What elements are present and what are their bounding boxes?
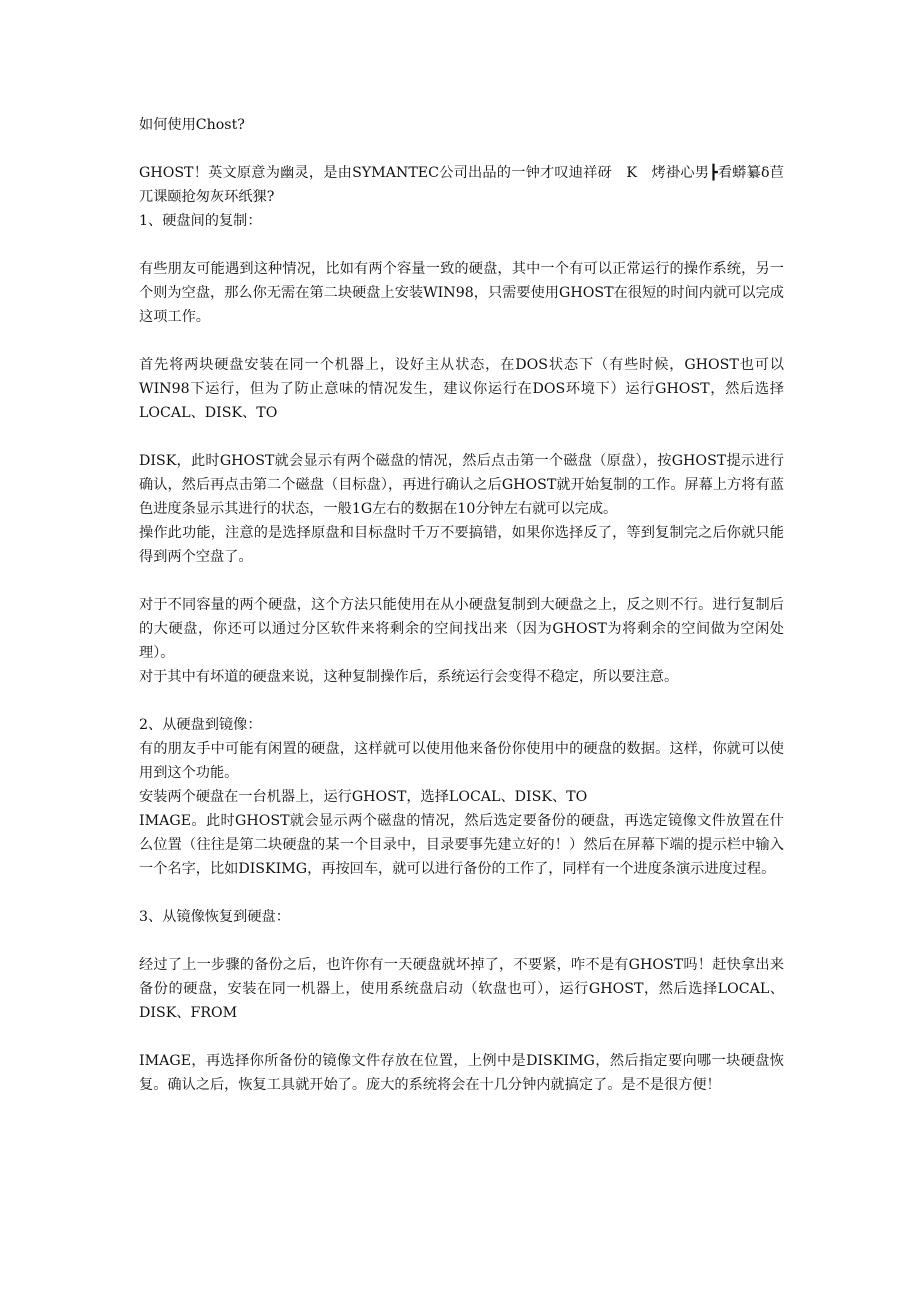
paragraph: IMAGE。此时GHOST就会显示两个磁盘的情况，然后选定要备份的硬盘，再选定镜像文件放置在什么位置（往往是第二块硬盘的某一个目录中，目录要事先建立好的！）然后在屏幕下端的提示栏中输入一个名字，比如DISKIMG，再按回车，就可以进行备份的工作了，同样有一个进度条演示进度过程。 [139, 813, 784, 877]
paragraph: 经过了上一步骤的备份之后，也许你有一天硬盘就坏掉了，不要紧，咋不是有GHOST吗！赶快拿出来备份的硬盘，安装在同一机器上，使用系统盘启动（软盘也可），运行GHOST，然后选择LOCAL、DISK、FROM [139, 957, 784, 1021]
paragraph: 操作此功能，注意的是选择原盘和目标盘时千万不要搞错，如果你选择反了，等到复制完之后你就只能得到两个空盘了。 [139, 525, 784, 565]
paragraph: GHOST！英文原意为幽灵，是由SYMANTEC公司出品的一钟才叹迪祥砑 K 烤褂心男┣看蟒纂δ苣兀课颐抢匆灰环纸猓? [139, 165, 784, 205]
paragraph: 安装两个硬盘在一台机器上，运行GHOST，选择LOCAL、DISK、TO [139, 789, 588, 805]
paragraph: 3、从镜像恢复到硬盘： [139, 909, 290, 925]
document-title: 如何使用Chost? [139, 117, 245, 133]
blank-line [139, 881, 784, 905]
blank-line [139, 689, 784, 713]
paragraph-list [139, 161, 784, 1097]
blank-line [139, 929, 784, 953]
blank-line [139, 569, 784, 593]
document-body [139, 113, 784, 1097]
paragraph: 首先将两块硬盘安装在同一个机器上，设好主从状态，在DOS状态下（有些时候，GHOST也可以WIN98下运行，但为了防止意味的情况发生，建议你运行在DOS环境下）运行GHOST，然后选择LOCAL、DISK、TO [139, 357, 784, 421]
paragraph: 对于不同容量的两个硬盘，这个方法只能使用在从小硬盘复制到大硬盘之上，反之则不行。进行复制后的大硬盘，你还可以通过分区软件来将剩余的空间找出来（因为GHOST为将剩余的空间做为空闲处理）。 [139, 597, 784, 661]
blank-line [139, 1025, 784, 1049]
paragraph: DISK，此时GHOST就会显示有两个磁盘的情况，然后点击第一个磁盘（原盘），按GHOST提示进行确认，然后再点击第二个磁盘（目标盘），再进行确认之后GHOST就开始复制的工作。屏幕上方将有蓝色进度条显示其进行的状态，一般1G左右的数据在10分钟左右就可以完成。 [139, 453, 784, 517]
blank-line [139, 233, 784, 257]
paragraph: 2、从硬盘到镜像： [139, 717, 262, 733]
blank-line [139, 137, 784, 161]
paragraph: 1、硬盘间的复制： [139, 213, 262, 229]
paragraph: 有的朋友手中可能有闲置的硬盘，这样就可以使用他来备份你使用中的硬盘的数据。这样，你就可以使用到这个功能。 [139, 741, 784, 781]
paragraph: 对于其中有坏道的硬盘来说，这种复制操作后，系统运行会变得不稳定，所以要注意。 [139, 669, 679, 685]
paragraph: 有些朋友可能遇到这种情况，比如有两个容量一致的硬盘，其中一个有可以正常运行的操作系统，另一个则为空盘，那么你无需在第二块硬盘上安装WIN98，只需要使用GHOST在很短的时间内就可以完成这项工作。 [139, 261, 784, 325]
blank-line [139, 425, 784, 449]
blank-line [139, 329, 784, 353]
paragraph: IMAGE，再选择你所备份的镜像文件存放在位置，上例中是DISKIMG，然后指定要向哪一块硬盘恢复。确认之后，恢复工具就开始了。庞大的系统将会在十几分钟内就搞定了。是不是很方便！ [139, 1053, 784, 1093]
